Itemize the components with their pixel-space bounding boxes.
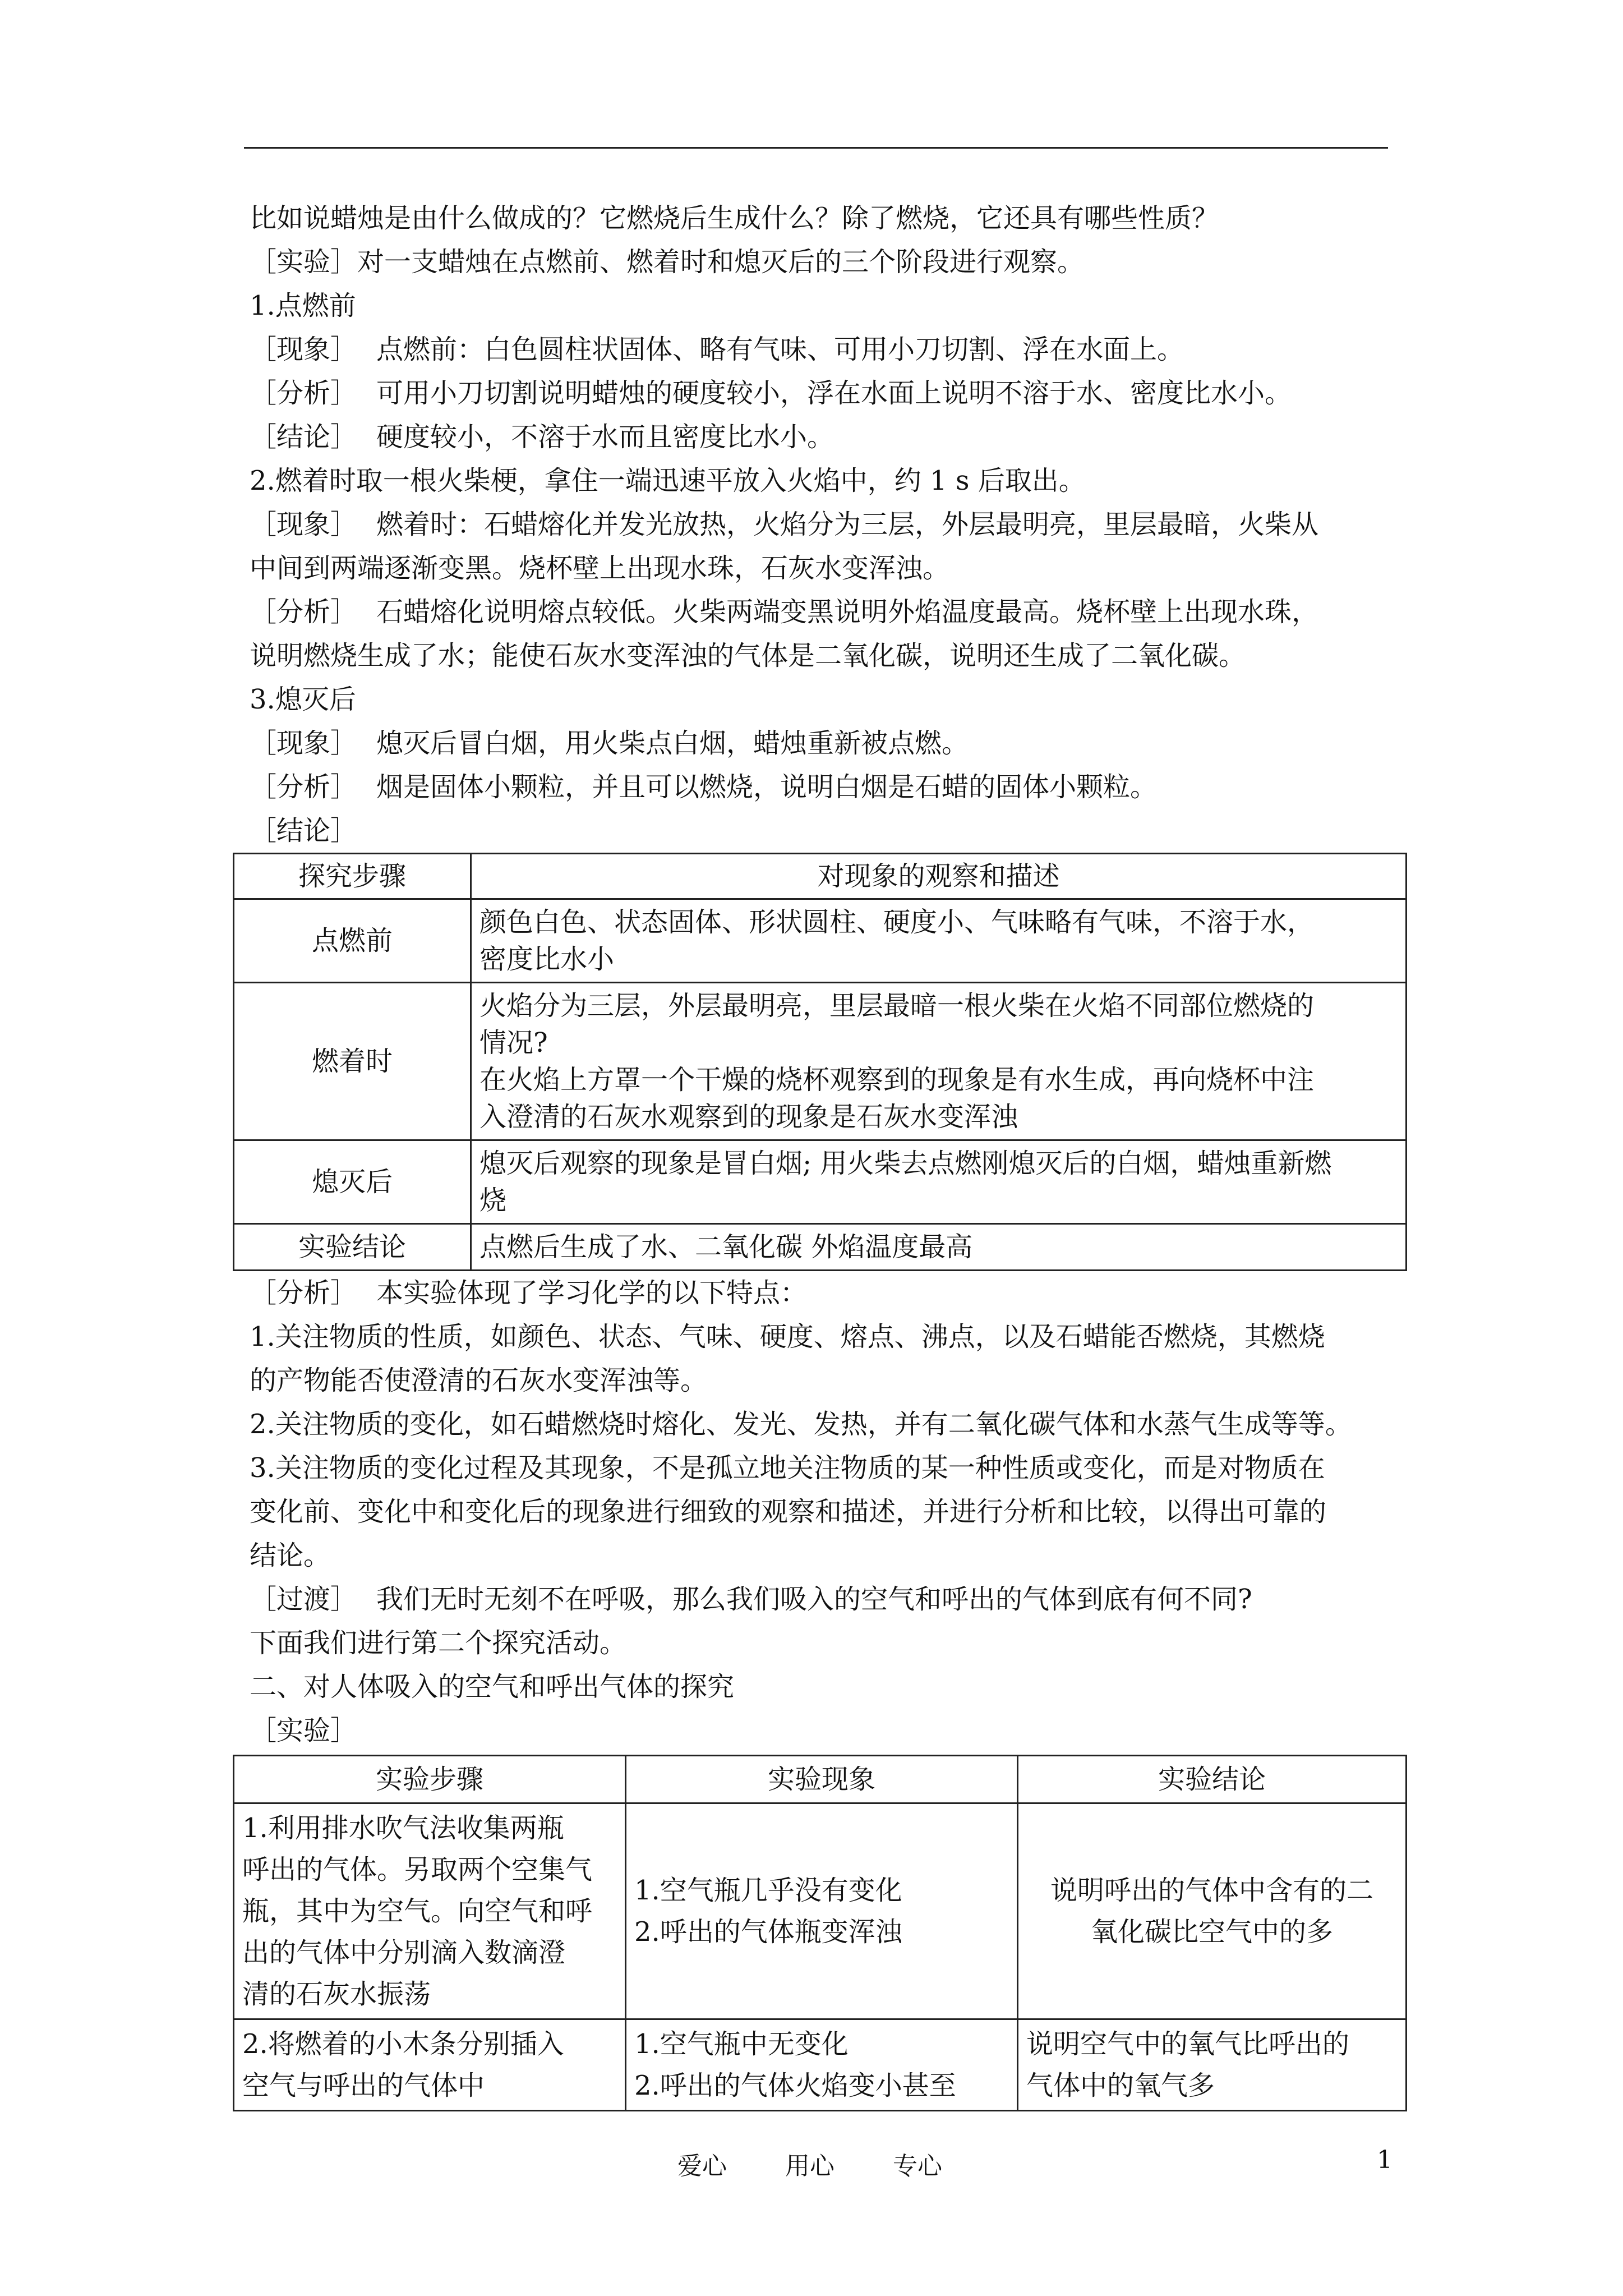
experiment-intro: ［实验］对一支蜡烛在点燃前、燃着时和熄灭后的三个阶段进行观察。 bbox=[250, 246, 1085, 278]
phenomenon-line: 2.呼出的气体瓶变浑浊 bbox=[634, 1916, 902, 1948]
step-line: 1.利用排水吹气法收集两瓶 bbox=[242, 1812, 564, 1844]
description-cell bbox=[471, 1140, 1407, 1224]
step-line: 2.将燃着的小木条分别插入 bbox=[242, 2028, 564, 2060]
conclusion-text: 硬度较小，不溶于水而且密度比水小。 bbox=[376, 421, 834, 453]
section-3-conclusion-tag: ［结论］ bbox=[250, 815, 358, 846]
conclusion-cell bbox=[1018, 1803, 1407, 2019]
phenomenon-line: 1.空气瓶中无变化 bbox=[634, 2028, 849, 2060]
phenomenon-line: 1.空气瓶几乎没有变化 bbox=[634, 1875, 902, 1906]
section-2-phenomenon-cont: 中间到两端逐渐变黑。烧杯壁上出现水珠，石灰水变浑浊。 bbox=[250, 553, 950, 584]
phenomenon-text: 燃着时：石蜡熔化并发光放热，火焰分为三层，外层最明亮，里层最暗，火柴从 bbox=[376, 509, 1319, 540]
document-body bbox=[242, 196, 1399, 2111]
table-header-cell: 实验结论 bbox=[1018, 1756, 1407, 1803]
section-2-analysis bbox=[250, 590, 1399, 634]
section-1-title: 1.点燃前 bbox=[250, 290, 356, 321]
transition-next: 下面我们进行第二个探究活动。 bbox=[250, 1627, 627, 1659]
step-line: 出的气体中分别滴入数滴澄 bbox=[242, 1937, 566, 1968]
step-line: 清的石灰水振荡 bbox=[242, 1978, 431, 2010]
section-1-conclusion bbox=[250, 415, 1399, 459]
header-rule bbox=[244, 147, 1388, 149]
conclusion-line: 气体中的氧气多 bbox=[1026, 2070, 1215, 2101]
feature-3: 3.关注物质的变化过程及其现象，不是孤立地关注物质的某一种性质或变化，而是对物质在 bbox=[250, 1452, 1325, 1484]
description-line: 火焰分为三层，外层最明亮，里层最暗一根火柴在火焰不同部位燃烧的 bbox=[479, 990, 1315, 1022]
analysis-tag: ［分析］ bbox=[250, 1277, 358, 1309]
analysis-2 bbox=[250, 1271, 1399, 1315]
description-cell bbox=[471, 1224, 1407, 1271]
analysis-text: 本实验体现了学习化学的以下特点： bbox=[376, 1277, 808, 1309]
conclusion-line: 说明空气中的氧气比呼出的 bbox=[1026, 2028, 1350, 2060]
section-2-phenomenon bbox=[250, 503, 1399, 546]
phenomenon-text: 点燃前：白色圆柱状固体、略有气味、可用小刀切割、浮在水面上。 bbox=[376, 334, 1184, 365]
feature-3-end: 结论。 bbox=[250, 1540, 331, 1571]
step-line: 瓶，其中为空气。向空气和呼 bbox=[242, 1895, 593, 1927]
feature-3-cont: 变化前、变化中和变化后的现象进行细致的观察和描述，并进行分析和比较，以得出可靠的 bbox=[250, 1496, 1327, 1527]
phenomenon-tag: ［现象］ bbox=[250, 509, 358, 540]
step-cell: 燃着时 bbox=[234, 983, 471, 1140]
description-cell bbox=[471, 983, 1407, 1140]
page-number: 1 bbox=[1377, 2146, 1393, 2174]
table-header-cell: 对现象的观察和描述 bbox=[471, 854, 1407, 899]
feature-2: 2.关注物质的变化，如石蜡燃烧时熔化、发光、发热，并有二氧化碳气体和水蒸气生成等等。 bbox=[250, 1409, 1352, 1440]
analysis-tag: ［分析］ bbox=[250, 378, 358, 409]
intro-paragraph: 比如说蜡烛是由什么做成的？它燃烧后生成什么？除了燃烧，它还具有哪些性质？ bbox=[250, 203, 1219, 234]
phenomenon-cell bbox=[626, 2019, 1018, 2111]
feature-1: 1.关注物质的性质，如颜色、状态、气味、硬度、熔点、沸点，以及石蜡能否燃烧，其燃烧 bbox=[250, 1321, 1325, 1352]
description-line: 熄灭后观察的现象是冒白烟; 用火柴去点燃刚熄灭后的白烟，蜡烛重新燃 bbox=[479, 1148, 1332, 1179]
section-2-title: 2.燃着时取一根火柴梗，拿住一端迅速平放入火焰中，约 1 s 后取出。 bbox=[250, 465, 1086, 496]
table-row bbox=[234, 899, 1407, 983]
section-3-title: 3.熄灭后 bbox=[250, 684, 356, 715]
description-line: 颜色白色、状态固体、形状圆柱、硬度小、气味略有气味，不溶于水， bbox=[479, 907, 1315, 938]
section-3-analysis bbox=[250, 765, 1399, 809]
step-line: 呼出的气体。另取两个空集气 bbox=[242, 1854, 593, 1885]
table-row bbox=[234, 1140, 1407, 1224]
analysis-text: 石蜡熔化说明熔点较低。火柴两端变黑说明外焰温度最高。烧杯壁上出现水珠， bbox=[376, 596, 1319, 628]
analysis-tag: ［分析］ bbox=[250, 771, 358, 803]
conclusion-cell bbox=[1018, 2019, 1407, 2111]
description-line: 密度比水小 bbox=[479, 944, 615, 975]
table-header-cell: 实验现象 bbox=[626, 1756, 1018, 1803]
section-1-phenomenon bbox=[250, 328, 1399, 371]
table-header-cell: 实验步骤 bbox=[234, 1756, 626, 1803]
transition-tag: ［过渡］ bbox=[250, 1584, 358, 1615]
step-cell bbox=[234, 1803, 626, 2019]
analysis-tag: ［分析］ bbox=[250, 596, 358, 628]
section-2-analysis-cont: 说明燃烧生成了水；能使石灰水变浑浊的气体是二氧化碳，说明还生成了二氧化碳。 bbox=[250, 640, 1246, 671]
experiment-2-tag: ［实验］ bbox=[250, 1715, 358, 1746]
description-line: 情况? bbox=[479, 1027, 548, 1059]
section-1-analysis bbox=[250, 371, 1399, 415]
observation-table bbox=[233, 853, 1407, 1271]
phenomenon-tag: ［现象］ bbox=[250, 728, 358, 759]
step-cell: 熄灭后 bbox=[234, 1140, 471, 1224]
description-line: 入澄清的石灰水观察到的现象是石灰水变浑浊 bbox=[479, 1101, 1018, 1133]
part-2-title: 二、对人体吸入的空气和呼出气体的探究 bbox=[250, 1671, 735, 1703]
phenomenon-tag: ［现象］ bbox=[250, 334, 358, 365]
slogan-word: 爱心 bbox=[677, 2152, 727, 2180]
transition-text: 我们无时无刻不在呼吸，那么我们吸入的空气和呼出的气体到底有何不同? bbox=[376, 1584, 1252, 1615]
slogan-word: 用心 bbox=[785, 2152, 834, 2180]
conclusion-line: 说明呼出的气体中含有的二 bbox=[1050, 1875, 1373, 1906]
description-line: 烧 bbox=[479, 1185, 507, 1216]
table-header-row bbox=[234, 854, 1407, 899]
table-header-row bbox=[234, 1756, 1407, 1803]
phenomenon-cell bbox=[626, 1803, 1018, 2019]
transition bbox=[250, 1577, 1399, 1621]
table-header-cell: 探究步骤 bbox=[234, 854, 471, 899]
description-line: 在火焰上方罩一个干燥的烧杯观察到的现象是有水生成，再向烧杯中注 bbox=[479, 1064, 1315, 1096]
table-row bbox=[234, 2019, 1407, 2111]
description-cell bbox=[471, 899, 1407, 983]
step-cell bbox=[234, 2019, 626, 2111]
description-line: 点燃后生成了水、二氧化碳 外焰温度最高 bbox=[479, 1231, 973, 1263]
step-cell: 点燃前 bbox=[234, 899, 471, 983]
step-line: 空气与呼出的气体中 bbox=[242, 2070, 485, 2101]
section-3-phenomenon bbox=[250, 721, 1399, 765]
step-cell: 实验结论 bbox=[234, 1224, 471, 1271]
breath-experiment-table bbox=[233, 1755, 1407, 2111]
conclusion-tag: ［结论］ bbox=[250, 421, 358, 453]
table-row bbox=[234, 1803, 1407, 2019]
feature-1-cont: 的产物能否使澄清的石灰水变浑浊等。 bbox=[250, 1365, 708, 1396]
phenomenon-text: 熄灭后冒白烟，用火柴点白烟，蜡烛重新被点燃。 bbox=[376, 728, 969, 759]
footer-slogan bbox=[677, 2146, 993, 2182]
phenomenon-line: 2.呼出的气体火焰变小甚至 bbox=[634, 2070, 956, 2101]
slogan-word: 专心 bbox=[893, 2152, 942, 2180]
conclusion-line: 氧化碳比空气中的多 bbox=[1090, 1916, 1333, 1948]
table-row bbox=[234, 1224, 1407, 1271]
table-row bbox=[234, 983, 1407, 1140]
analysis-text: 烟是固体小颗粒，并且可以燃烧，说明白烟是石蜡的固体小颗粒。 bbox=[376, 771, 1158, 803]
analysis-text: 可用小刀切割说明蜡烛的硬度较小，浮在水面上说明不溶于水、密度比水小。 bbox=[376, 378, 1292, 409]
